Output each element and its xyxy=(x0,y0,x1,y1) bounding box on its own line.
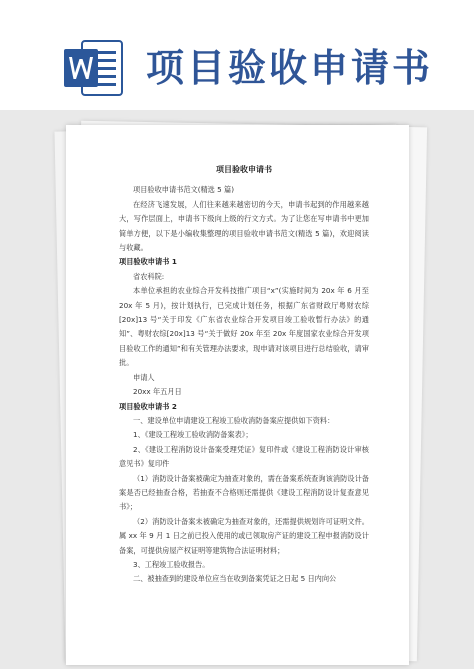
list-item: 一、建设单位申请建设工程竣工验收消防备案应提供如下资料： xyxy=(133,415,335,425)
list-item: 3、工程竣工验收报告。 xyxy=(133,559,210,569)
intro-title: 项目验收申请书范文(精选 5 篇) xyxy=(133,185,235,195)
section-heading: 项目验收申请书 1 xyxy=(119,257,177,267)
list-item: 1、《建设工程竣工验收消防备案表》； xyxy=(133,430,253,440)
banner xyxy=(0,0,474,110)
document-content xyxy=(119,163,369,587)
list-item: 2、《建设工程消防设计备案受理凭证》复印件或《建设工程消防设计审核意见书》复印件 xyxy=(119,444,369,469)
intro-paragraph: 在经济飞速发展，人们往来越来越密切的今天，申请书起到的作用越来越大，写作层面上，申请书下级向上级的行文方式。为了让您在写申请书中更加简单方便，以下是小编收集整理的项目验收申请书范文(精选 5 篇)，欢迎阅读与收藏。 xyxy=(119,199,369,253)
list-item: （2）消防设计备案未被确定为抽查对象的，还需提供规划许可证明文件。属 xx 年 9 月 1 日之前已投入使用的或已领取房产证的建设工程申报消防设计备案，可提供房屋产权证明等建筑物合法证明材料； xyxy=(119,516,369,555)
list-item: 二、被抽查到的建设单位应当在收到备案凭证之日起 5 日内向公 xyxy=(133,574,337,584)
body-paragraph: 本单位承担的农业综合开发科技推广项目“x”(实施时间为 20x 年 6 月至 20x 年 5 月)，按计划执行，已完成计划任务，根据广东省财政厅粤财农综[20x]13 号“关于印发《广东省农业综合开发项目竣工验收暂行办法》的通知”、粤财农综[20x]13 号“关于做好 20x 年至 20x 年度国家农业综合开发项目验收工作的通知”和有关管理办法要求，现申请对该项目进行总结验收，请审批。 xyxy=(119,286,369,368)
list-item: （1）消防设计备案被确定为抽查对象的，需在备案系统查询该消防设计备案是否已经抽查合格，若抽查不合格则还需提供《建设工程消防设计复查意见书》； xyxy=(119,473,369,512)
document-page xyxy=(66,125,409,665)
date: 20xx 年五月日 xyxy=(133,387,182,397)
signature: 申请人 xyxy=(133,372,155,382)
word-document-icon xyxy=(62,37,124,99)
banner-title: 项目验收申请书 xyxy=(146,46,434,90)
section-heading: 项目验收申请书 2 xyxy=(119,401,177,411)
salutation: 省农科院: xyxy=(133,271,165,281)
document-title: 项目验收申请书 xyxy=(216,165,272,174)
